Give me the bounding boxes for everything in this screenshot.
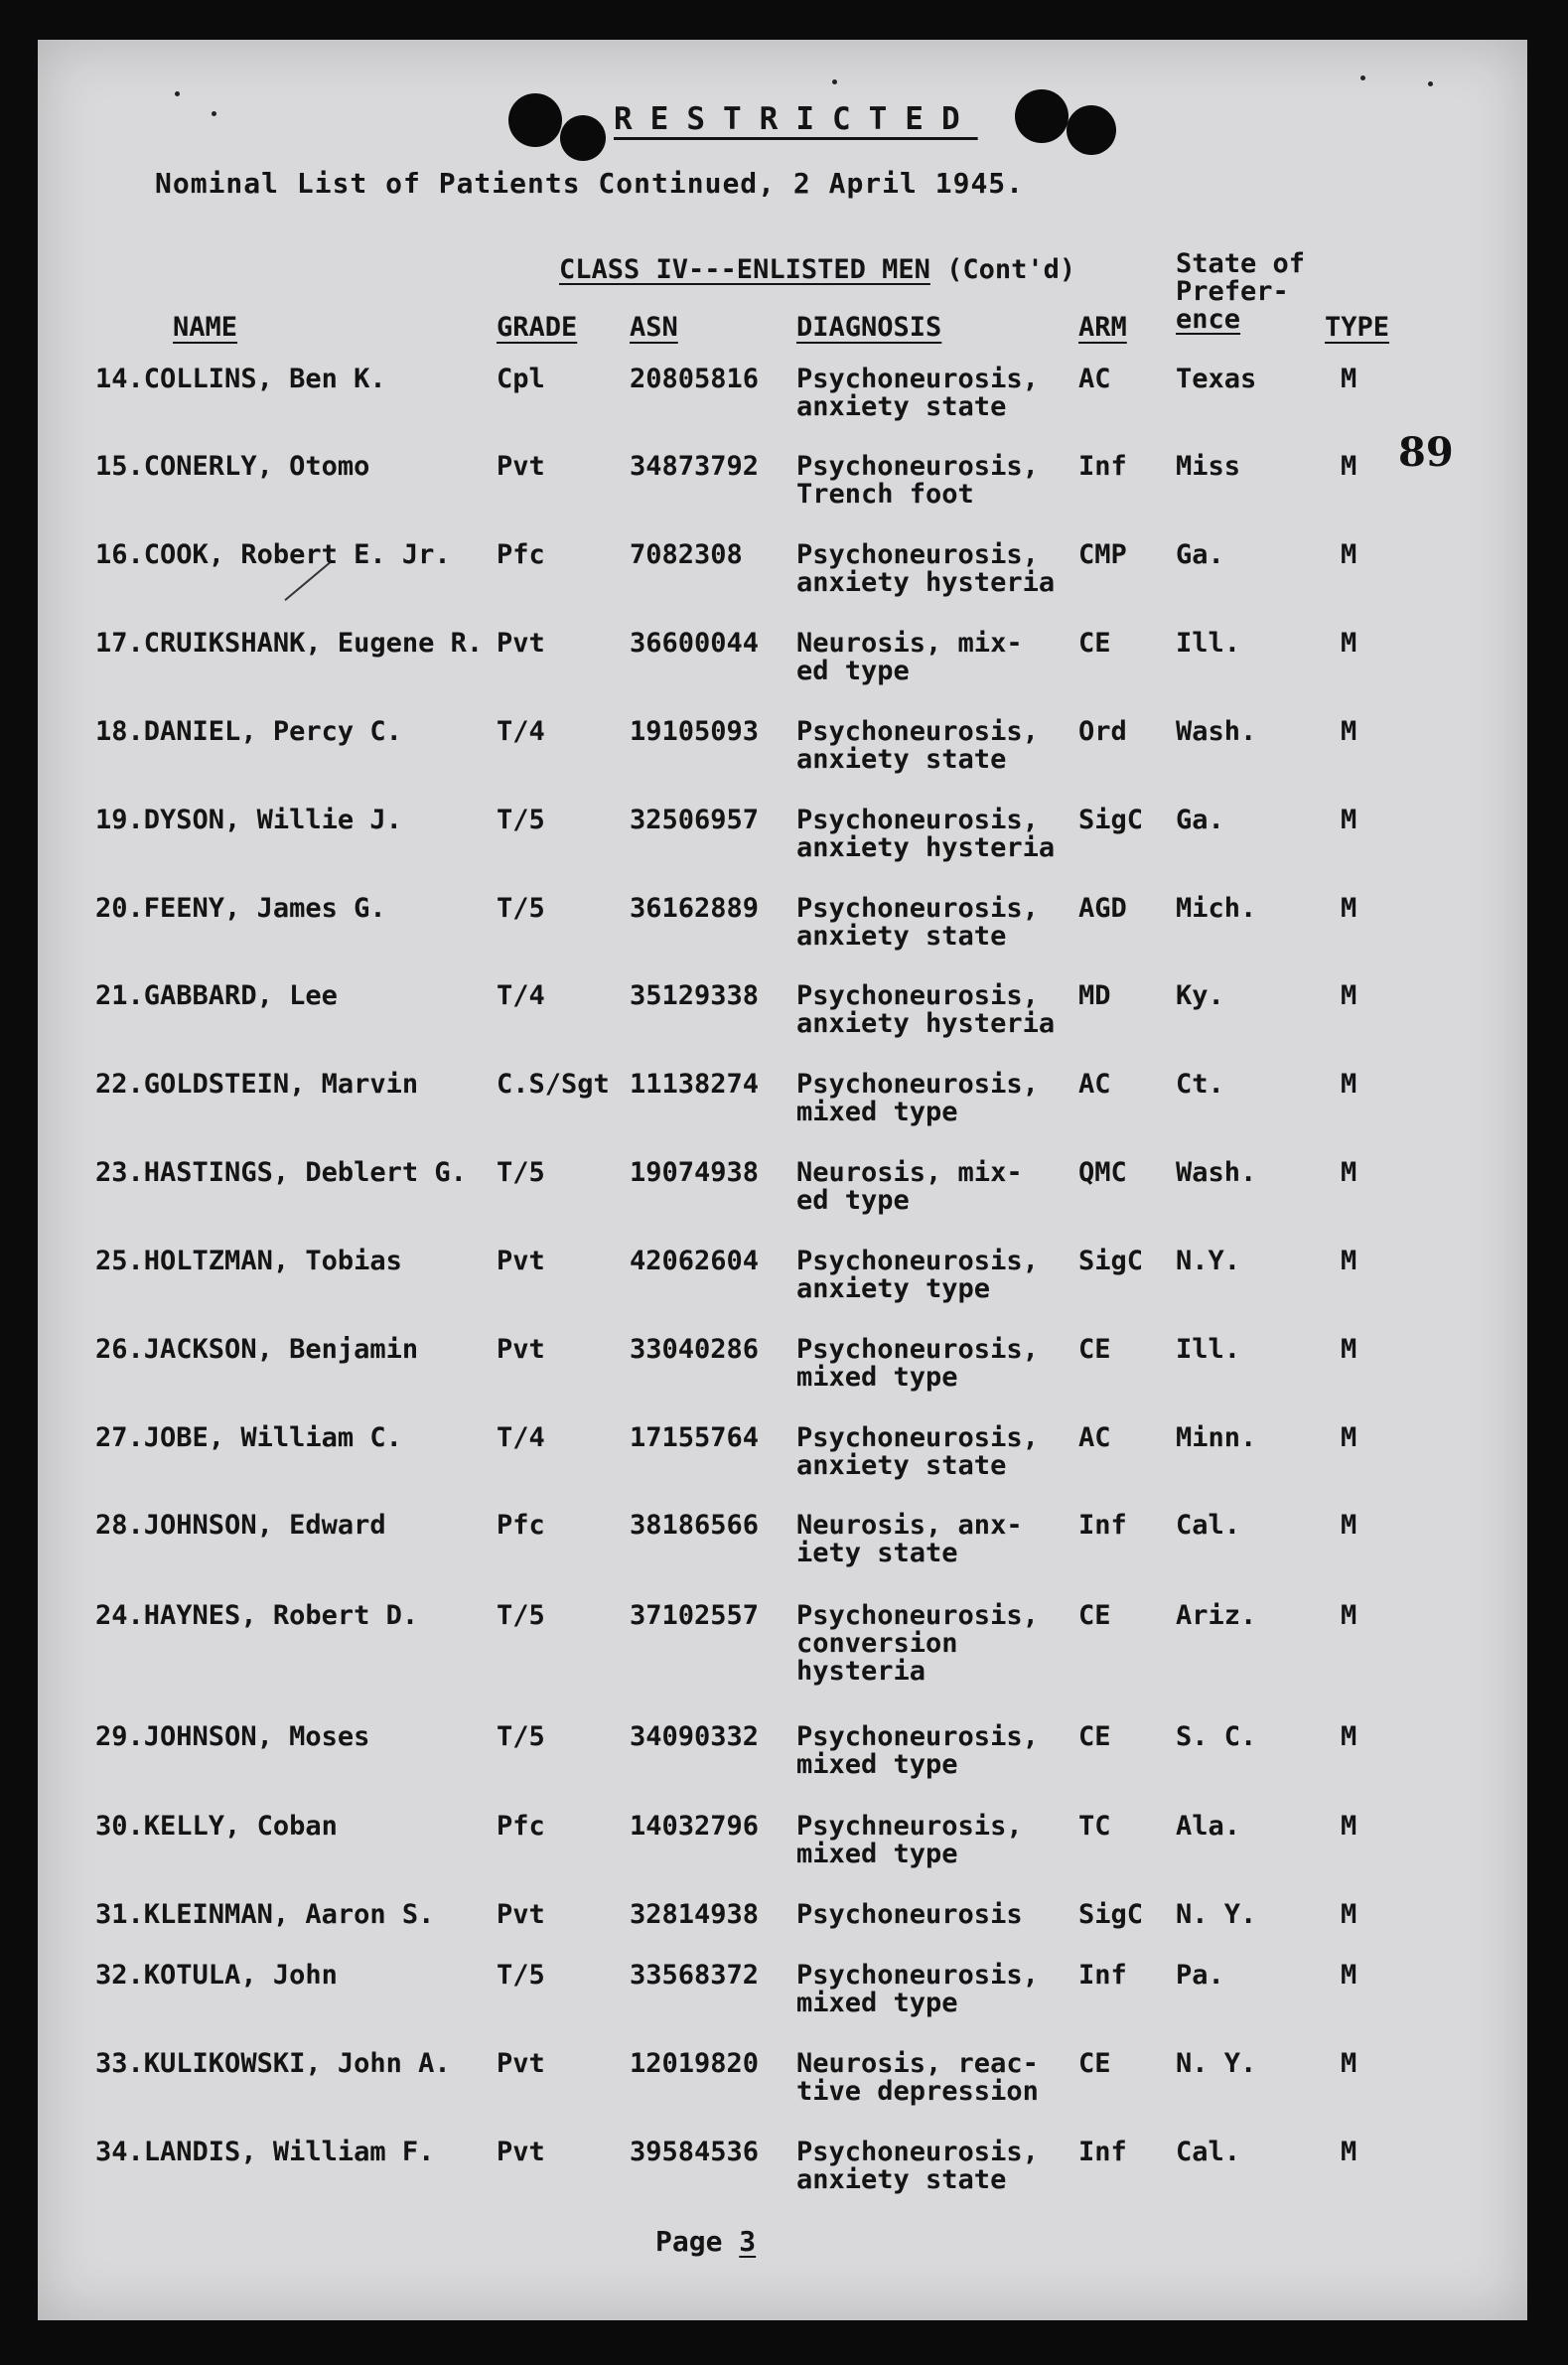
diagnosis-line: Psychoneurosis, [796,364,1039,394]
patient-type: M [1341,1899,1357,1930]
patient-number: 16. [95,539,144,570]
patient-row [38,630,1527,709]
patient-name: CRUIKSHANK, Eugene R. [143,628,484,659]
diagnosis-line: hysteria [796,1656,927,1687]
patient-diagnosis [796,982,1055,1038]
ink-speck [1360,75,1365,80]
document-page [38,40,1527,2320]
patient-row [38,1723,1527,1803]
patient-state: Ct. [1176,1069,1224,1100]
patient-number: 17. [95,628,144,659]
patient-name-cell [95,1336,418,1364]
patient-diagnosis [796,1901,1023,1929]
patient-arm: CE [1078,628,1111,659]
patient-name-cell [95,982,338,1010]
patient-name-cell [95,2050,451,2078]
punch-hole [1067,105,1116,155]
patient-number: 32. [95,1960,144,1991]
patient-asn: 42062604 [630,1246,760,1276]
patient-number: 14. [95,364,144,394]
patient-name: JOHNSON, Moses [143,1721,370,1752]
patient-arm: CE [1078,2048,1111,2079]
diagnosis-line: anxiety state [796,921,1007,952]
patient-row [38,1813,1527,1892]
patient-diagnosis [796,366,1039,421]
patient-grade: Pvt [497,1334,545,1365]
patient-diagnosis [796,1071,1039,1126]
patient-type: M [1341,1960,1357,1991]
patient-name: HAYNES, Robert D. [143,1600,419,1631]
footer-page-number: 3 [739,2225,757,2258]
patient-arm: Inf [1078,2137,1127,2167]
patient-asn: 35129338 [630,980,760,1011]
patient-asn: 17155764 [630,1422,760,1453]
patient-name: JACKSON, Benjamin [143,1334,419,1365]
patient-state: Ill. [1176,628,1241,659]
patient-grade: Pvt [497,1246,545,1276]
patient-number: 18. [95,716,144,747]
patient-row [38,366,1527,445]
patient-state: Pa. [1176,1960,1224,1991]
patient-diagnosis [796,1602,1039,1686]
patient-diagnosis [796,1159,1023,1215]
patient-arm: SigC [1078,805,1144,835]
patient-name-cell [95,1512,386,1540]
patient-name: DYSON, Willie J. [143,805,402,835]
patient-name: HOLTZMAN, Tobias [143,1246,402,1276]
patient-type: M [1341,1157,1357,1188]
patient-state: N. Y. [1176,1899,1257,1930]
patient-name-cell [95,1424,402,1452]
state-preference-heading [1176,250,1305,334]
patient-arm: CMP [1078,539,1127,570]
patient-number: 20. [95,893,144,924]
patient-name: DANIEL, Percy C. [143,716,402,747]
diagnosis-line: Psychoneurosis, [796,893,1039,924]
patient-state: Ala. [1176,1811,1241,1842]
patient-asn: 7082308 [630,539,743,570]
patient-number: 28. [95,1510,144,1541]
patient-asn: 20805816 [630,364,760,394]
patient-state: Wash. [1176,716,1257,747]
patient-type: M [1341,980,1357,1011]
patient-number: 15. [95,451,144,482]
patient-name-cell [95,1071,418,1099]
column-header-name: NAME [173,312,238,343]
diagnosis-line: Psychoneurosis, [796,716,1039,747]
patient-state: Ill. [1176,1334,1241,1365]
patient-name: HASTINGS, Deblert G. [143,1157,467,1188]
patient-grade: Cpl [497,364,545,394]
patient-asn: 19074938 [630,1157,760,1188]
column-header-asn: ASN [630,312,678,343]
patient-name-cell [95,630,483,658]
patient-arm: AC [1078,364,1111,394]
class-suffix: (Cont'd) [946,254,1076,285]
patient-name: GOLDSTEIN, Marvin [143,1069,419,1100]
diagnosis-line: Psychoneurosis, [796,1246,1039,1276]
diagnosis-line: Psychoneurosis, [796,1334,1039,1365]
patient-asn: 19105093 [630,716,760,747]
patient-arm: Inf [1078,1960,1127,1991]
patient-row [38,1248,1527,1327]
diagnosis-line: Psychoneurosis, [796,1960,1039,1991]
patient-asn: 34873792 [630,451,760,482]
patient-grade: Pvt [497,451,545,482]
patient-arm: CE [1078,1600,1111,1631]
patient-name: FEENY, James G. [143,893,386,924]
column-header-arm: ARM [1078,312,1127,343]
patient-arm: AC [1078,1069,1111,1100]
ink-speck [832,79,837,84]
patient-arm: CE [1078,1334,1111,1365]
patient-arm: QMC [1078,1157,1127,1188]
diagnosis-line: Neurosis, anx- [796,1510,1023,1541]
diagnosis-line: Psychoneurosis, [796,805,1039,835]
column-header-type: TYPE [1325,312,1390,343]
diagnosis-line: mixed type [796,1362,958,1393]
patient-name: COLLINS, Ben K. [143,364,386,394]
patient-diagnosis [796,1424,1039,1480]
diagnosis-line: Trench foot [796,479,974,510]
patient-name: KELLY, Coban [143,1811,338,1842]
patient-state: N. Y. [1176,2048,1257,2079]
patient-state: Wash. [1176,1157,1257,1188]
diagnosis-line: conversion [796,1628,958,1659]
patient-number: 33. [95,2048,144,2079]
patient-type: M [1341,539,1357,570]
patient-state: Ga. [1176,539,1224,570]
diagnosis-line: anxiety state [796,2164,1007,2195]
diagnosis-line: Psychoneurosis, [796,1069,1039,1100]
patient-state: Mich. [1176,893,1257,924]
punch-hole [1015,89,1069,143]
patient-asn: 33040286 [630,1334,760,1365]
diagnosis-line: Psychoneurosis, [796,1422,1039,1453]
patient-state: Cal. [1176,1510,1241,1541]
punch-hole [508,93,562,147]
patient-asn: 39584536 [630,2137,760,2167]
patient-number: 26. [95,1334,144,1365]
patient-asn: 32506957 [630,805,760,835]
patient-state: Texas [1176,364,1257,394]
patient-row [38,1512,1527,1591]
patient-state: Ga. [1176,805,1224,835]
patient-number: 30. [95,1811,144,1842]
patient-name-cell [95,1962,338,1990]
patient-grade: Pfc [497,1510,545,1541]
patient-type: M [1341,1721,1357,1752]
patient-grade: Pvt [497,2137,545,2167]
diagnosis-line: Neurosis, reac- [796,2048,1039,2079]
diagnosis-line: anxiety hysteria [796,567,1056,598]
diagnosis-line: Psychoneurosis, [796,1721,1039,1752]
punch-hole [560,115,606,161]
patient-row [38,2139,1527,2218]
ink-speck [175,91,180,96]
patient-diagnosis [796,807,1055,862]
patient-grade: T/5 [497,1157,545,1188]
patient-arm: TC [1078,1811,1111,1842]
patient-type: M [1341,805,1357,835]
patient-asn: 12019820 [630,2048,760,2079]
patient-type: M [1341,364,1357,394]
patient-number: 34. [95,2137,144,2167]
patient-name-cell [95,718,402,746]
diagnosis-line: mixed type [796,1988,958,2018]
patient-diagnosis [796,1248,1039,1303]
state-head-line-3: ence [1176,304,1241,335]
patient-type: M [1341,1334,1357,1365]
document-subtitle: Nominal List of Patients Continued, 2 April 1945. [155,167,1025,200]
diagnosis-line: Psychoneurosis, [796,980,1039,1011]
patient-diagnosis [796,2139,1039,2194]
patient-grade: T/5 [497,1960,545,1991]
patient-state: N.Y. [1176,1246,1241,1276]
patient-grade: Pvt [497,1899,545,1930]
patient-diagnosis [796,1813,1023,1868]
patient-row [38,807,1527,886]
patient-name-cell [95,2139,434,2166]
patient-asn: 33568372 [630,1960,760,1991]
ink-speck [1428,81,1433,86]
patient-asn: 34090332 [630,1721,760,1752]
patient-name: GABBARD, Lee [143,980,338,1011]
patient-row [38,718,1527,798]
patient-row [38,1962,1527,2041]
diagnosis-line: Psychoneurosis, [796,2137,1039,2167]
diagnosis-line: Neurosis, mix- [796,628,1023,659]
patient-type: M [1341,1422,1357,1453]
patient-diagnosis [796,1336,1039,1392]
class-heading [559,254,1075,285]
patient-name: KLEINMAN, Aaron S. [143,1899,435,1930]
patient-name: JOBE, William C. [143,1422,402,1453]
patient-type: M [1341,1600,1357,1631]
diagnosis-line: mixed type [796,1839,958,1869]
diagnosis-line: anxiety type [796,1273,991,1304]
patient-name-cell [95,1813,338,1841]
patient-state: S. C. [1176,1721,1257,1752]
patient-asn: 14032796 [630,1811,760,1842]
patient-arm: Ord [1078,716,1127,747]
patient-type: M [1341,628,1357,659]
diagnosis-line: anxiety state [796,391,1007,422]
patient-asn: 36600044 [630,628,760,659]
patient-grade: C.S/Sgt [497,1069,610,1100]
patient-row [38,1071,1527,1150]
column-header-grade: GRADE [497,312,578,343]
patient-asn: 11138274 [630,1069,760,1100]
patient-type: M [1341,1069,1357,1100]
patient-number: 24. [95,1600,144,1631]
diagnosis-line: Psychoneurosis [796,1899,1023,1930]
patient-name-cell [95,541,451,569]
patient-row [38,1159,1527,1239]
patient-arm: CE [1078,1721,1111,1752]
patient-state: Ariz. [1176,1600,1257,1631]
diagnosis-line: Psychoneurosis, [796,539,1039,570]
patient-name: JOHNSON, Edward [143,1510,386,1541]
patient-type: M [1341,451,1357,482]
patient-number: 27. [95,1422,144,1453]
patient-grade: T/4 [497,1422,545,1453]
patient-name-cell [95,1723,369,1751]
patient-grade: T/4 [497,980,545,1011]
patient-number: 25. [95,1246,144,1276]
patient-name-cell [95,1901,434,1929]
ink-speck [212,111,216,116]
patient-arm: AC [1078,1422,1111,1453]
patient-grade: T/5 [497,1721,545,1752]
class-label: CLASS IV---ENLISTED MEN [559,254,930,285]
patient-number: 31. [95,1899,144,1930]
patient-type: M [1341,1811,1357,1842]
patient-arm: Inf [1078,1510,1127,1541]
patient-name-cell [95,1248,402,1275]
patient-arm: MD [1078,980,1111,1011]
patient-type: M [1341,2048,1357,2079]
patient-name: COOK, Robert E. Jr. [143,539,451,570]
patient-row [38,1600,1527,1687]
patient-name: KOTULA, John [143,1960,338,1991]
restricted-heading: RESTRICTED [614,101,978,137]
patient-name-cell [95,366,386,393]
patient-state: Miss [1176,451,1241,482]
patient-row [38,1336,1527,1415]
patient-diagnosis [796,630,1023,685]
patient-row [38,541,1527,621]
patient-state: Cal. [1176,2137,1241,2167]
patient-grade: Pvt [497,2048,545,2079]
patient-type: M [1341,1246,1357,1276]
patient-name-cell [95,807,402,834]
patient-number: 21. [95,980,144,1011]
patient-name-cell [95,1159,467,1187]
state-head-line-1: State of [1176,248,1306,279]
patient-grade: T/4 [497,716,545,747]
patient-row [38,1424,1527,1504]
patient-asn: 32814938 [630,1899,760,1930]
patient-name-cell [95,1602,418,1630]
patient-row [38,453,1527,532]
patient-diagnosis [796,718,1039,774]
patient-arm: SigC [1078,1899,1144,1930]
patient-arm: AGD [1078,893,1127,924]
stamped-page-number: 89 [1398,429,1454,476]
diagnosis-line: mixed type [796,1097,958,1127]
patient-asn: 36162889 [630,893,760,924]
column-header-diagnosis: DIAGNOSIS [796,312,942,343]
patient-diagnosis [796,1512,1023,1567]
patient-diagnosis [796,1962,1039,2017]
patient-row [38,982,1527,1062]
patient-diagnosis [796,453,1039,509]
patient-asn: 38186566 [630,1510,760,1541]
patient-number: 23. [95,1157,144,1188]
diagnosis-line: anxiety state [796,744,1007,775]
patient-state: Ky. [1176,980,1224,1011]
patient-name: CONERLY, Otomo [143,451,370,482]
diagnosis-line: tive depression [796,2076,1039,2107]
patient-row [38,2050,1527,2130]
patient-grade: Pfc [497,539,545,570]
diagnosis-line: anxiety hysteria [796,1008,1056,1039]
diagnosis-line: Psychneurosis, [796,1811,1023,1842]
patient-state: Minn. [1176,1422,1257,1453]
diagnosis-line: Neurosis, mix- [796,1157,1023,1188]
patient-diagnosis [796,541,1055,597]
diagnosis-line: ed type [796,656,910,686]
diagnosis-line: Psychoneurosis, [796,1600,1039,1631]
diagnosis-line: Psychoneurosis, [796,451,1039,482]
page-footer [655,2225,756,2258]
patient-name-cell [95,895,386,923]
patient-arm: SigC [1078,1246,1144,1276]
patient-grade: T/5 [497,805,545,835]
patient-name-cell [95,453,369,481]
patient-number: 22. [95,1069,144,1100]
patient-type: M [1341,1510,1357,1541]
patient-grade: T/5 [497,893,545,924]
patient-number: 19. [95,805,144,835]
diagnosis-line: mixed type [796,1749,958,1780]
patient-number: 29. [95,1721,144,1752]
patient-arm: Inf [1078,451,1127,482]
footer-label: Page [655,2225,723,2258]
patient-type: M [1341,2137,1357,2167]
diagnosis-line: ed type [796,1185,910,1216]
patient-diagnosis [796,2050,1039,2106]
patient-type: M [1341,716,1357,747]
patient-asn: 37102557 [630,1600,760,1631]
patient-row [38,895,1527,974]
diagnosis-line: anxiety hysteria [796,832,1056,863]
diagnosis-line: iety state [796,1538,958,1568]
patient-grade: Pvt [497,628,545,659]
diagnosis-line: anxiety state [796,1450,1007,1481]
patient-name: LANDIS, William F. [143,2137,435,2167]
patient-grade: Pfc [497,1811,545,1842]
patient-grade: T/5 [497,1600,545,1631]
state-head-line-2: Prefer- [1176,276,1289,307]
patient-name: KULIKOWSKI, John A. [143,2048,451,2079]
patient-diagnosis [796,1723,1039,1779]
patient-diagnosis [796,895,1039,951]
patient-type: M [1341,893,1357,924]
